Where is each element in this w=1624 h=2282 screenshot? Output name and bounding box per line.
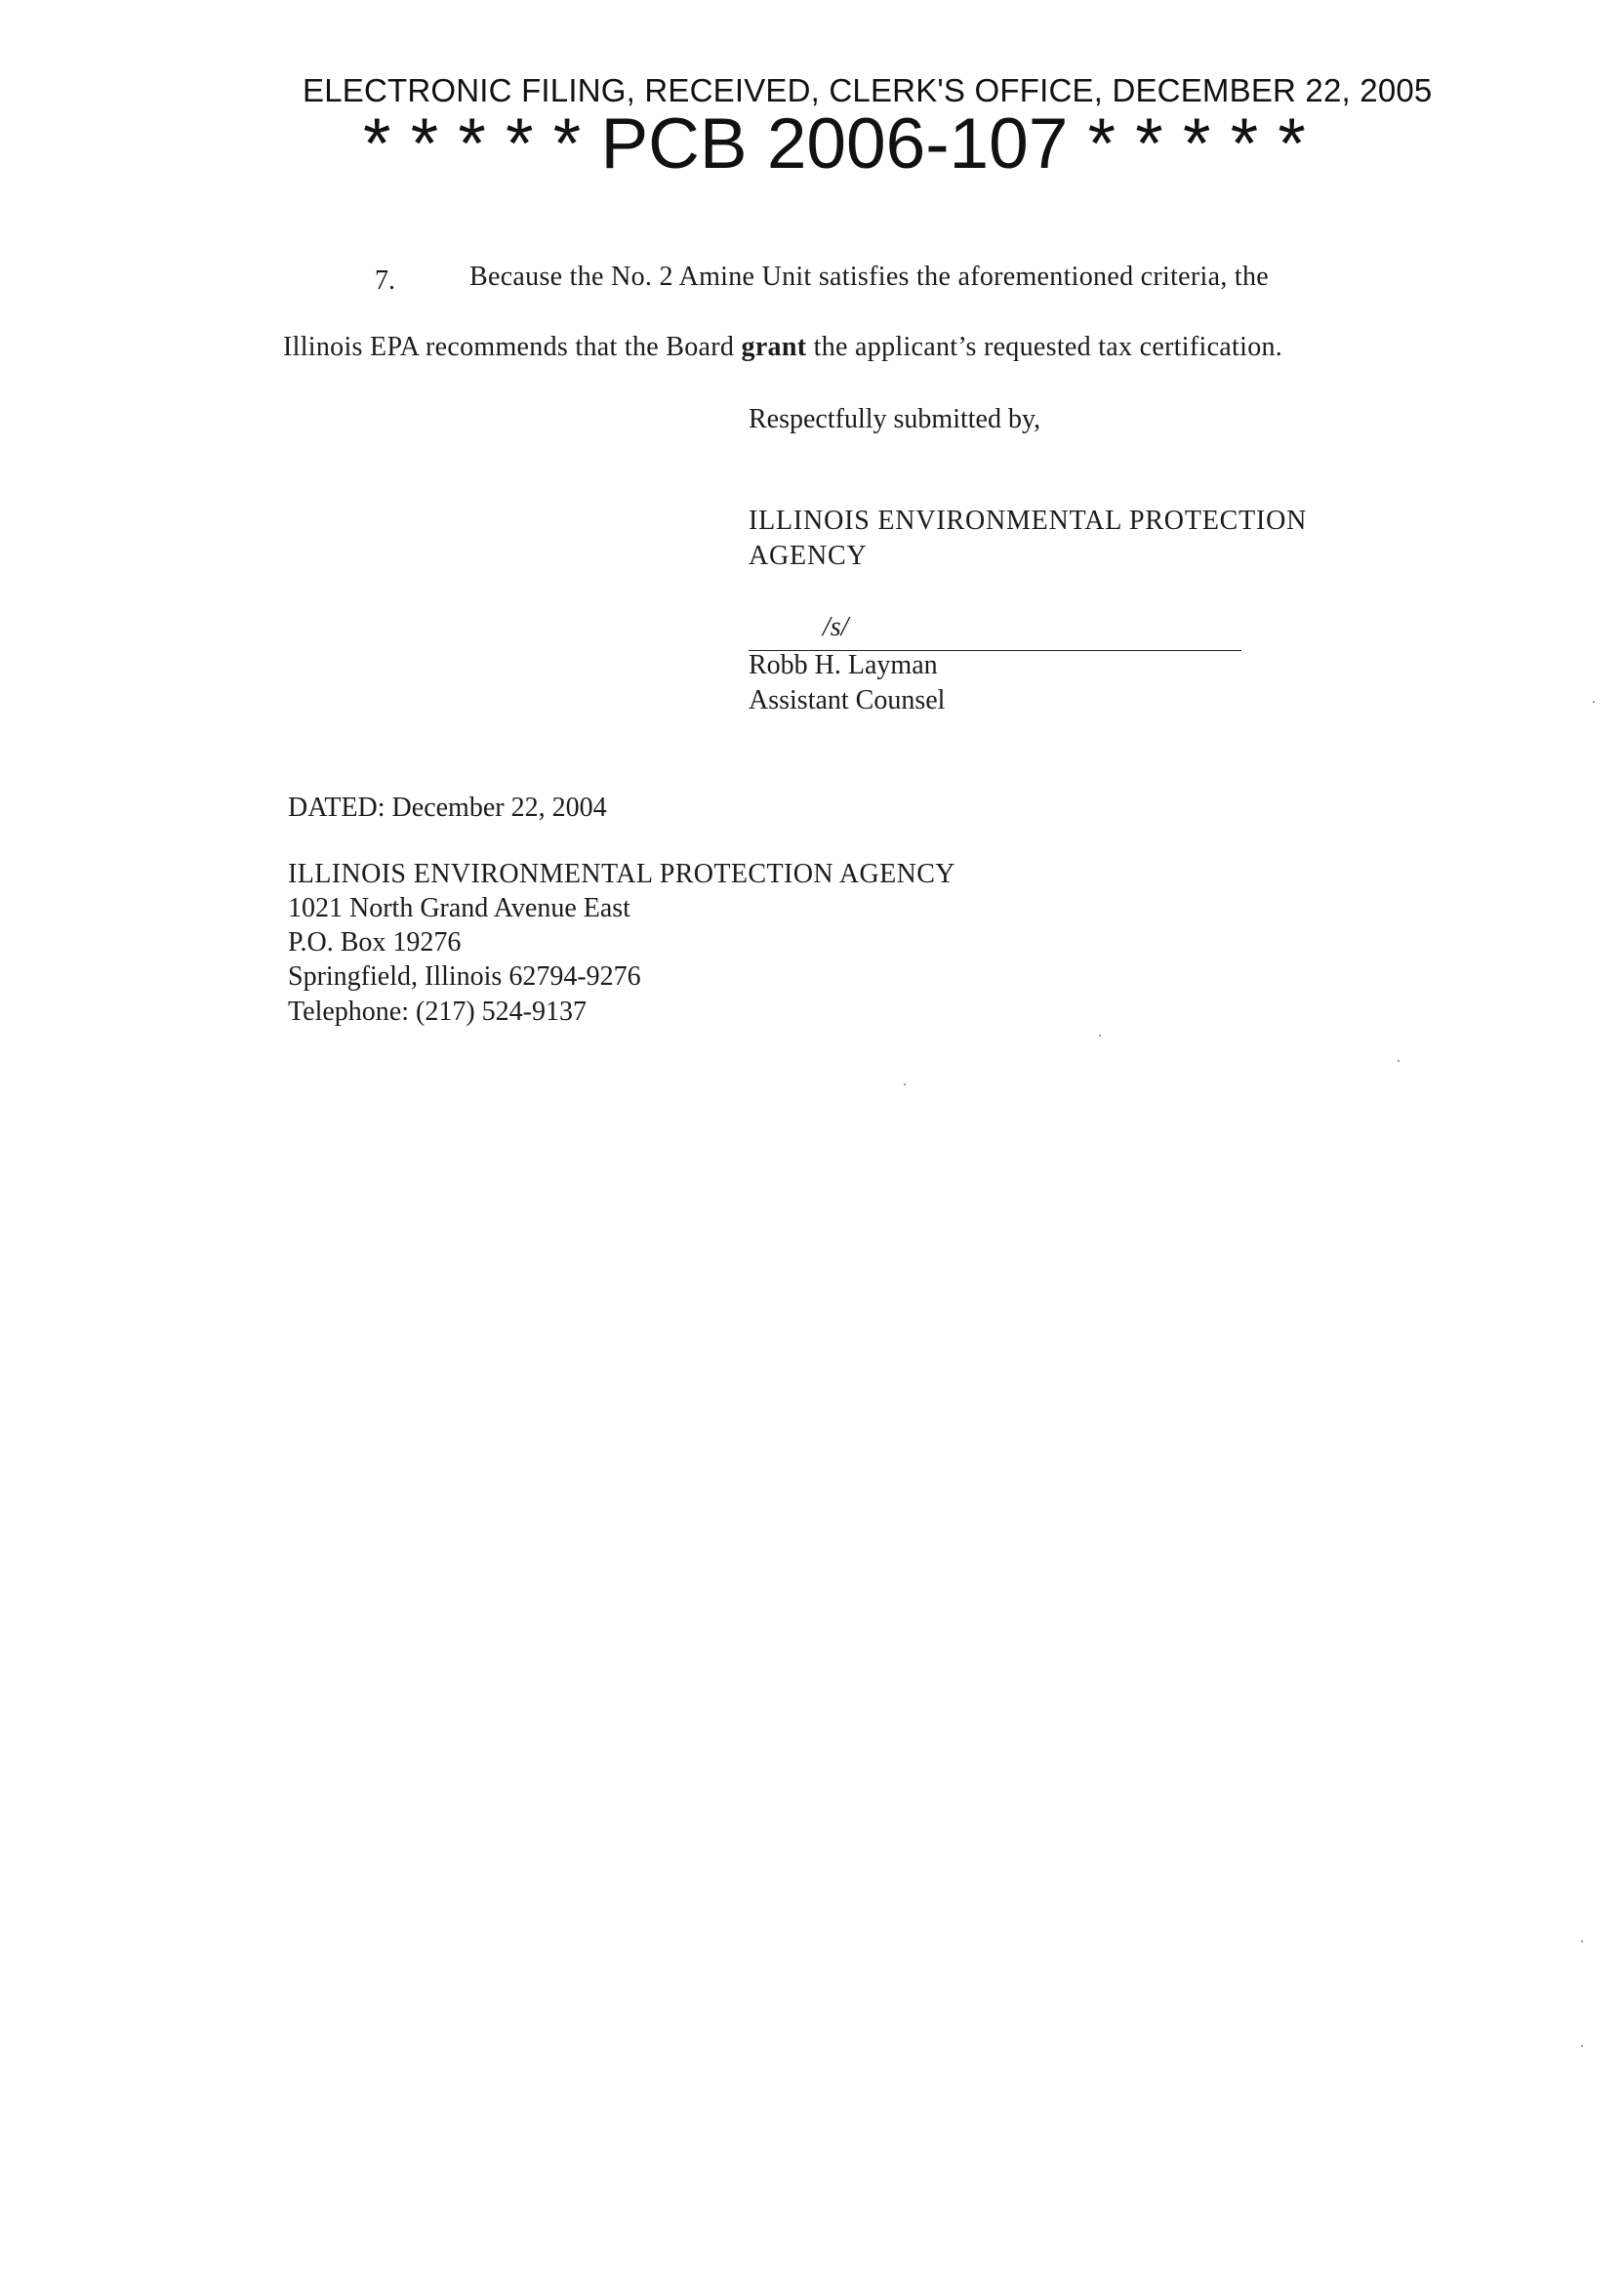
scan-speck <box>1581 1940 1583 1942</box>
paragraph-line-2-end: the applicant’s requested tax certification. <box>806 332 1283 362</box>
address-street: 1021 North Grand Avenue East <box>288 893 630 923</box>
address-po-box: P.O. Box 19276 <box>288 927 462 958</box>
address-city: Springfield, Illinois 62794-9276 <box>288 961 641 992</box>
signer-name: Robb H. Layman <box>749 650 938 680</box>
signature-agency-line-2: AGENCY <box>749 541 868 571</box>
paragraph-line-1: Because the No. 2 Amine Unit satisfies the aforementioned criteria, the <box>469 262 1270 292</box>
signature-mark: /s/ <box>823 612 849 642</box>
filing-stamp: ELECTRONIC FILING, RECEIVED, CLERK'S OFFICE, DECEMBER 22, 2005 <box>303 72 1433 108</box>
signature-agency-line-1: ILLINOIS ENVIRONMENTAL PROTECTION <box>749 506 1308 536</box>
closing-text: Respectfully submitted by, <box>749 404 1041 434</box>
case-number-stamp: * * * * * PCB 2006-107 * * * * * <box>363 104 1306 183</box>
scan-speck <box>1398 1060 1400 1062</box>
scan-speck <box>1593 701 1595 703</box>
dated-line: DATED: December 22, 2004 <box>288 793 607 823</box>
paragraph-line-2-start: Illinois EPA recommends that the Board <box>283 332 742 362</box>
paragraph-number: 7. <box>375 265 395 296</box>
address-telephone: Telephone: (217) 524-9137 <box>288 997 587 1027</box>
paragraph-line-2 <box>283 332 1282 363</box>
signer-title: Assistant Counsel <box>749 685 946 715</box>
scan-speck <box>1099 1035 1101 1037</box>
address-agency: ILLINOIS ENVIRONMENTAL PROTECTION AGENCY <box>288 859 955 889</box>
paragraph-bold-word: grant <box>741 332 807 362</box>
scan-speck <box>1581 2045 1583 2047</box>
scan-speck <box>904 1083 906 1085</box>
